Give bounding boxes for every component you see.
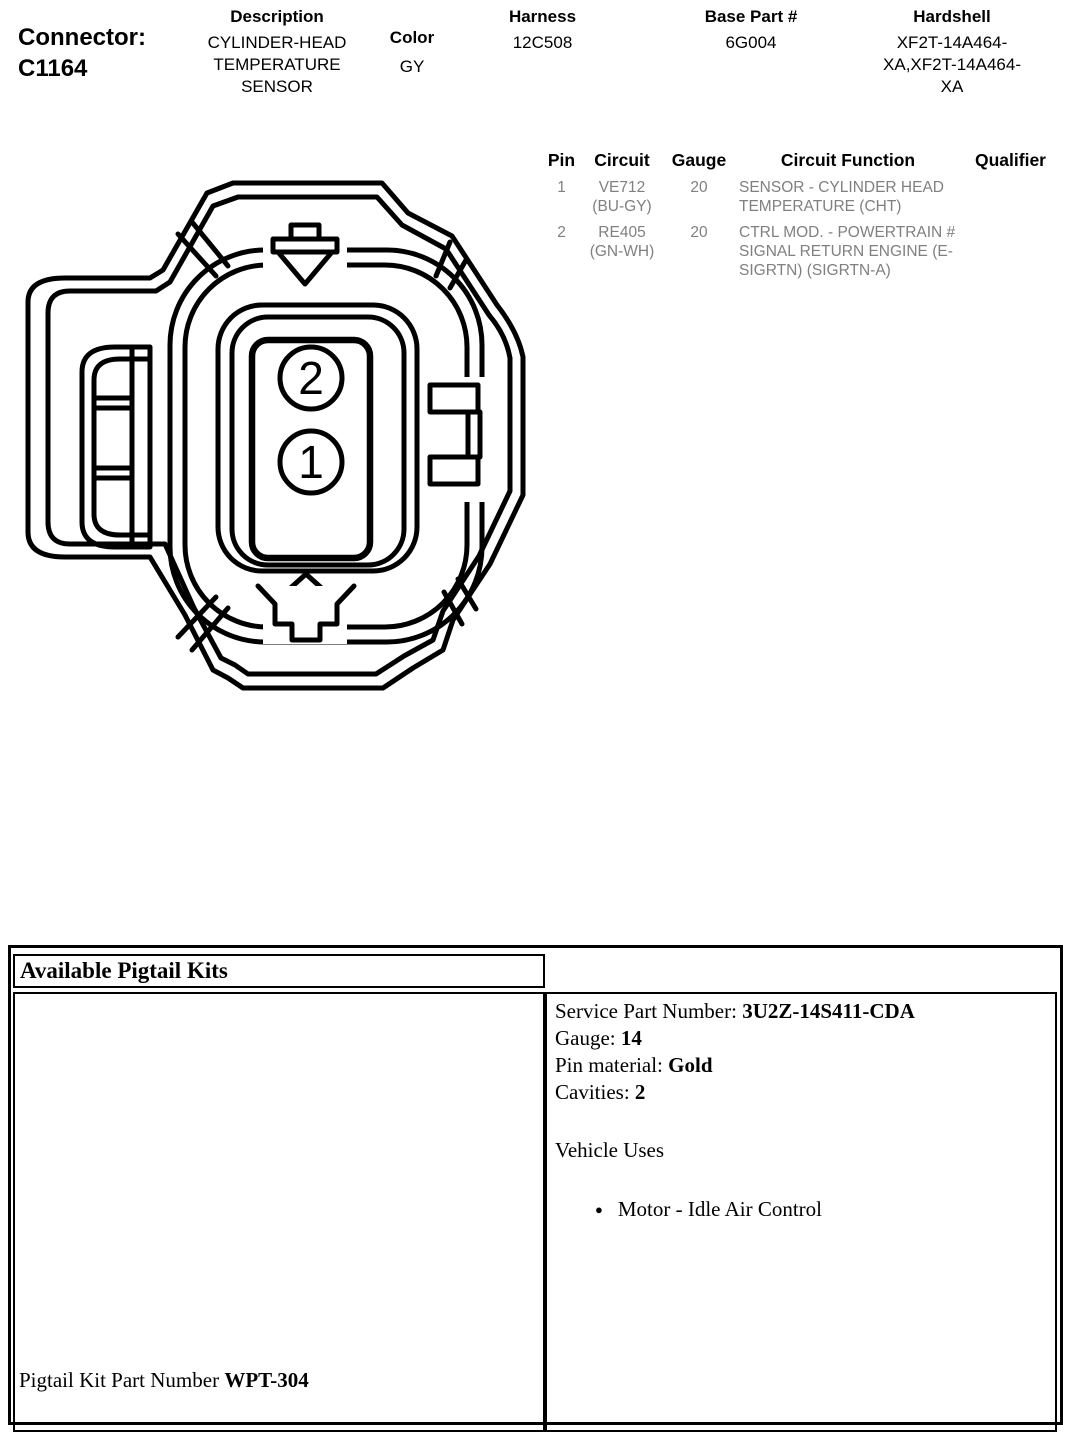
- pin-col-header: Pin: [547, 150, 576, 170]
- connector-inner-details: [82, 222, 480, 650]
- detail-value: 14: [620, 1026, 642, 1050]
- circuit-function-col-header: Circuit Function: [780, 150, 916, 170]
- detail-value: Gold: [668, 1053, 713, 1077]
- description-line: SENSOR: [241, 77, 313, 96]
- header-col-color: [372, 26, 452, 78]
- circuit-function-cell: CTRL MOD. - POWERTRAIN # SIGNAL RETURN ENGINE (E- SIGRTN) (SIGRTN-A): [739, 224, 956, 279]
- service-part-cell: [545, 992, 1057, 1432]
- description-label: Description: [230, 7, 324, 26]
- base-part-label: Base Part #: [704, 7, 798, 26]
- pigtail-kits-title: Available Pigtail Kits: [13, 954, 545, 988]
- harness-value: 12C508: [512, 33, 573, 52]
- pin-number-cell: 2: [557, 224, 566, 241]
- header-col-description: [182, 5, 372, 98]
- description-value: [182, 32, 372, 98]
- header-col-base-part: [676, 5, 826, 54]
- vehicle-uses-list: [555, 1196, 1055, 1223]
- detail-label: Service Part Number:: [555, 999, 743, 1023]
- detail-label: Pin material:: [555, 1053, 669, 1077]
- pigtail-kits-section: [8, 945, 1063, 1425]
- circuit-cell: RE405 (GN-WH): [589, 224, 655, 260]
- header-col-harness: [480, 5, 605, 54]
- qualifier-cell: [959, 178, 1062, 216]
- pigtail-kit-label: Pigtail Kit Part Number: [19, 1368, 225, 1392]
- circuit-function-cell: SENSOR - CYLINDER HEAD TEMPERATURE (CHT): [739, 179, 944, 215]
- detail-line: [555, 1079, 1055, 1106]
- hardshell-value: [852, 32, 1052, 98]
- circuit-col-header: Circuit: [594, 150, 650, 170]
- color-label: Color: [389, 28, 435, 47]
- detail-line: [555, 998, 1055, 1025]
- pin-1-number: 1: [298, 436, 324, 488]
- pin-table-row: [540, 178, 1062, 216]
- connector-label: Connector:: [18, 24, 146, 51]
- pin-2-number: 2: [298, 352, 324, 404]
- header-col-hardshell: [852, 5, 1052, 98]
- hardshell-line: XA: [940, 77, 964, 96]
- pin-table-body: [540, 178, 1062, 280]
- detail-line: [555, 1052, 1055, 1079]
- qualifier-cell: [959, 223, 1062, 280]
- hardshell-line: XA,XF2T-14A464-: [883, 55, 1021, 74]
- pigtail-kit-value: WPT-304: [224, 1368, 309, 1392]
- pin-number-labels: [298, 352, 324, 488]
- side-latch: [82, 347, 150, 547]
- harness-label: Harness: [508, 7, 577, 26]
- gauge-col-header: Gauge: [671, 150, 727, 170]
- pin-table-row: [540, 223, 1062, 280]
- base-part-value: 6G004: [725, 33, 777, 52]
- description-line: CYLINDER-HEAD: [207, 33, 347, 52]
- pin-table-header: [540, 149, 1062, 171]
- gauge-cell: 20: [690, 224, 708, 241]
- qualifier-col-header: Qualifier: [975, 150, 1046, 170]
- detail-value: 3U2Z-14S411-CDA: [742, 999, 915, 1023]
- detail-line: [555, 1025, 1055, 1052]
- description-line: TEMPERATURE: [213, 55, 341, 74]
- circuit-cell: VE712 (BU-GY): [592, 179, 652, 215]
- color-value: GY: [399, 57, 425, 76]
- hardshell-line: XF2T-14A464-: [896, 33, 1008, 52]
- detail-value: 2: [634, 1080, 646, 1104]
- pigtail-kit-cell: [13, 992, 545, 1432]
- bullet-icon: ●: [595, 1202, 603, 1217]
- connector-face-diagram: [20, 172, 535, 702]
- pin-table: [540, 149, 1062, 280]
- pigtail-details: [555, 998, 1055, 1106]
- hardshell-label: Hardshell: [913, 7, 991, 26]
- detail-label: Cavities:: [555, 1080, 635, 1104]
- vehicle-use-text: Motor - Idle Air Control: [617, 1197, 823, 1221]
- gauge-cell: 20: [690, 179, 708, 196]
- vehicle-uses-title: Vehicle Uses: [555, 1138, 665, 1162]
- connector-title: [18, 22, 146, 84]
- detail-label: Gauge:: [555, 1026, 621, 1050]
- pin-number-cell: 1: [557, 179, 566, 196]
- connector-id: C1164: [18, 55, 88, 82]
- pigtail-kit-part-number: [19, 1368, 309, 1393]
- vehicle-use-item: [555, 1196, 1055, 1223]
- pigtail-kits-body: [13, 992, 1060, 1432]
